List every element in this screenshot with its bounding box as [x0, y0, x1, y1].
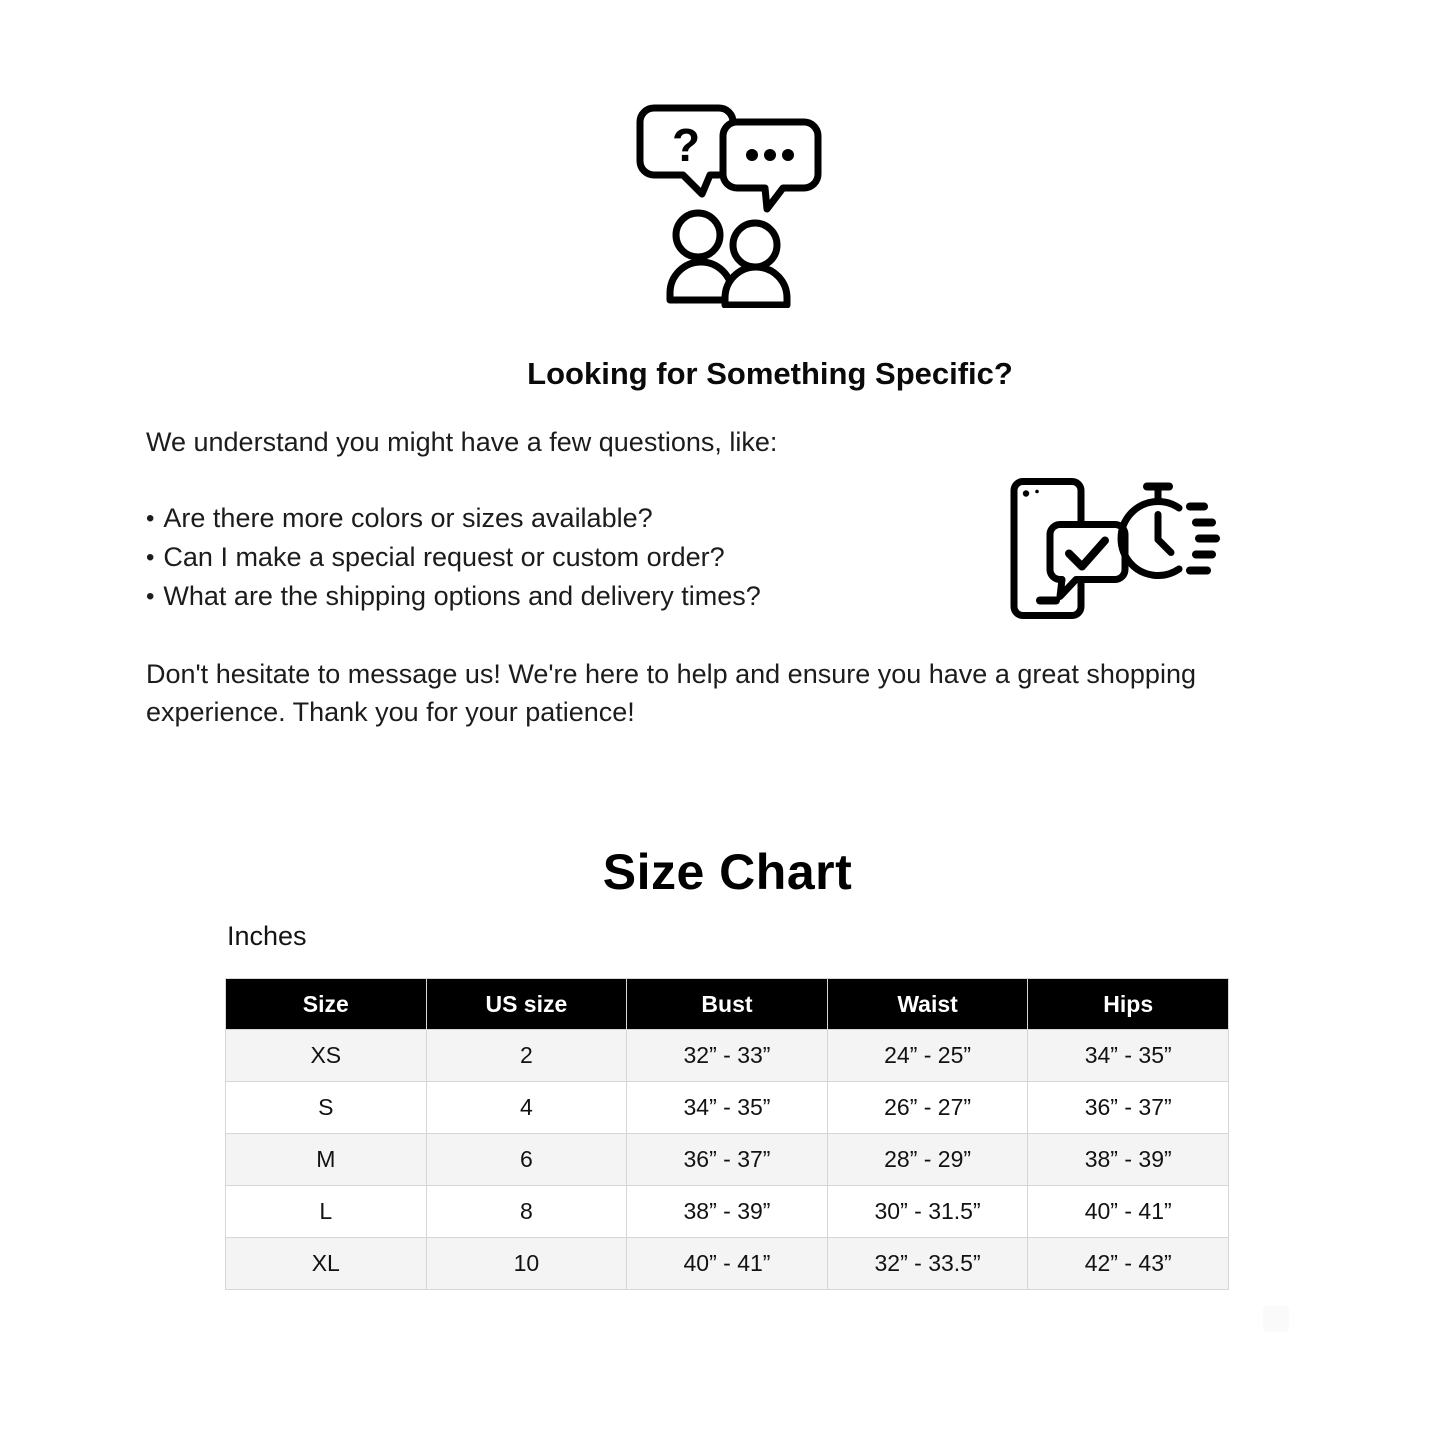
table-cell: 30” - 31.5” [827, 1186, 1028, 1238]
size-chart-title: Size Chart [602, 844, 853, 900]
section-heading: Looking for Something Specific? [527, 356, 1013, 391]
table-cell: 34” - 35” [1028, 1030, 1229, 1082]
header-cell-us-size: US size [426, 979, 627, 1030]
question-item [146, 538, 761, 577]
faint-watermark [1263, 1306, 1289, 1332]
table-cell: 2 [426, 1030, 627, 1082]
header-cell-size: Size [226, 979, 427, 1030]
question-mark-glyph: ? [671, 119, 701, 171]
table-cell: S [226, 1082, 427, 1134]
table-row-s [226, 1082, 1229, 1134]
table-cell: 28” - 29” [827, 1134, 1028, 1186]
table-cell: 38” - 39” [1028, 1134, 1229, 1186]
closing-text: Don't hesitate to message us! We're here to help and ensure you have a great shopping experience. Thank you for your patience! [146, 659, 1196, 727]
table-cell: 4 [426, 1082, 627, 1134]
table-row-l [226, 1186, 1229, 1238]
table-row-m [226, 1134, 1229, 1186]
header-cell-waist: Waist [827, 979, 1028, 1030]
table-cell: 40” - 41” [1028, 1186, 1229, 1238]
speed-lines-icon [1190, 507, 1216, 571]
stopwatch-icon [1121, 487, 1179, 576]
person-right-body-icon [725, 267, 787, 305]
phone-camera-dot-small [1035, 490, 1039, 494]
person-right-head-icon [733, 223, 777, 267]
table-row-xl [226, 1238, 1229, 1290]
bullet-icon: • [146, 505, 155, 532]
person-left-head-icon [676, 213, 720, 257]
table-cell: 34” - 35” [627, 1082, 828, 1134]
question-list [146, 499, 761, 616]
table-cell: XS [226, 1030, 427, 1082]
table-cell: 6 [426, 1134, 627, 1186]
table-cell: XL [226, 1238, 427, 1290]
question-text: Can I make a special request or custom order? [163, 542, 725, 572]
table-cell: 26” - 27” [827, 1082, 1028, 1134]
size-chart-table [225, 978, 1229, 1290]
table-cell: L [226, 1186, 427, 1238]
intro-text: We understand you might have a few questions, like: [146, 427, 778, 457]
table-cell: M [226, 1134, 427, 1186]
table-cell: 38” - 39” [627, 1186, 828, 1238]
people-chat-icon [627, 103, 822, 308]
bullet-icon: • [146, 544, 155, 571]
table-cell: 42” - 43” [1028, 1238, 1229, 1290]
table-cell: 32” - 33” [627, 1030, 828, 1082]
phone-message-timer-icon [1008, 475, 1220, 623]
table-row-xs [226, 1030, 1229, 1082]
table-header-row [226, 979, 1229, 1030]
question-item [146, 499, 761, 538]
table-cell: 24” - 25” [827, 1030, 1028, 1082]
ellipsis-bubble-icon [723, 122, 818, 209]
table-cell: 10 [426, 1238, 627, 1290]
ellipsis-dots-icon [746, 149, 794, 161]
question-text: What are the shipping options and delivery times? [163, 581, 761, 611]
table-cell: 40” - 41” [627, 1238, 828, 1290]
table-cell: 36” - 37” [1028, 1082, 1229, 1134]
bullet-icon: • [146, 583, 155, 610]
question-item [146, 577, 761, 616]
units-label: Inches [227, 921, 307, 951]
phone-camera-dot [1023, 490, 1029, 496]
header-cell-hips: Hips [1028, 979, 1229, 1030]
table-cell: 32” - 33.5” [827, 1238, 1028, 1290]
header-cell-bust: Bust [627, 979, 828, 1030]
table-cell: 36” - 37” [627, 1134, 828, 1186]
table-cell: 8 [426, 1186, 627, 1238]
question-text: Are there more colors or sizes available? [163, 503, 653, 533]
